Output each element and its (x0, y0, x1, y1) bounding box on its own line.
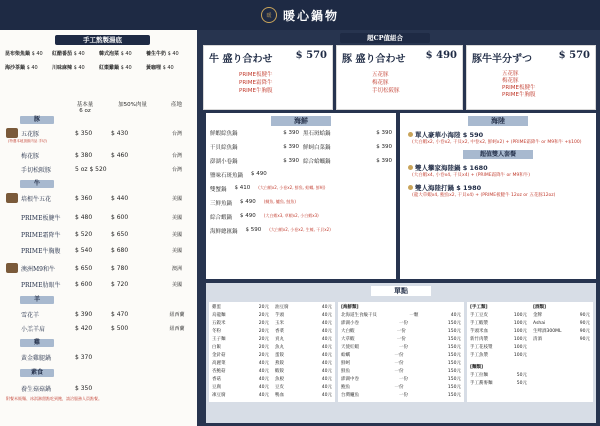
hotpot-double-desc: (龍大草蝦x4, 鮑魚x2, 干貝x4) + (PRIME板腱牛 12oz or 五花豚12oz) (412, 193, 556, 198)
seafood-item: 干貝綜魚鍋 $ 390 (210, 144, 299, 151)
seafood-panel (206, 113, 396, 279)
gold-dot-icon (408, 132, 413, 137)
seafood-wide-item: 海鮮總匯鍋 $ 590 (大白蝦x2, 小卷x2, 生蠔, 干貝x2) (210, 227, 331, 235)
seafood-item: 黑石斑蛤鍋 $ 390 (303, 130, 392, 137)
meat-thumb-icon (6, 263, 18, 273)
combo-section-title: 超CP值組合 (340, 33, 430, 43)
seafood-title: 海鮮 (271, 116, 331, 126)
soup-item: 紅醋番茄 $ 40 (52, 51, 85, 57)
meat-row: 黃金雞腿鍋 $ 370 (21, 353, 93, 362)
base-amount-unit: 6 oz (79, 108, 91, 114)
meat-row: PRIME肋眼牛 $ 600 $ 720 美國 (21, 280, 182, 289)
soup-item: 養生牛奶 $ 40 (146, 51, 179, 57)
meat-column-header (5, 100, 193, 114)
meat-row: PRIME霜降牛 $ 520 $ 650 美國 (21, 230, 182, 239)
meat-row: PRIME牛胸腹 $ 540 $ 680 美國 (21, 246, 182, 255)
soup-item: 韓式泡菜 $ 40 (99, 51, 132, 57)
soup-item: 紅棗雞鍋 $ 40 (99, 65, 132, 71)
soup-section-title: 手工熬製湯底 (55, 35, 150, 45)
meat-row: 培根牛五花 $ 360 $ 440 美國 (21, 194, 182, 203)
gold-dot-icon (408, 185, 413, 190)
hotpot-single-desc: (大白蝦x2, 小卷x2, 干貝x2, 中卷x2, 鮮蚵x2) + (PRIME霜降牛 or M9和牛 +$100) (412, 140, 582, 145)
seafood-item: 綜合蛤蠣鍋 $ 390 (303, 158, 392, 165)
meat-row: 小羔羊肩 $ 420 $ 500 紐西蘭 (21, 324, 185, 333)
pork-note: (特選本地頂級肉品 手切) (8, 139, 47, 143)
gold-dot-icon (408, 165, 413, 170)
meat-row: 雪花羊 $ 390 $ 470 紐西蘭 (21, 310, 185, 319)
chicken-tag: 雞 (20, 339, 54, 347)
lamb-tag: 羊 (20, 296, 54, 304)
brand-name: 暖心鍋物 (282, 8, 339, 23)
combo-box-half: 豚牛半分ずつ $ 570 五花豚 梅花豚 PRIME板腱牛 PRIME牛胸腹 (466, 45, 596, 110)
meat-row: PRIME板腱牛 $ 480 $ 600 美國 (21, 213, 182, 222)
beef-tag: 牛 (20, 180, 54, 188)
meat-thumb-icon (6, 193, 18, 203)
hotpot-title: 海陸 (468, 116, 528, 126)
soup-list (5, 50, 193, 71)
meat-row: 五花豚 $ 350 $ 430 台灣 (21, 129, 182, 138)
combo-box-beef: 牛 盛り合わせ $ 570 PRIME板腱牛 PRIME霜降牛 PRIME牛胸腹 (203, 45, 333, 110)
seafood-wide-item: 三鮮魚鍋 $ 490 (鯛魚, 鱸魚, 鮭魚) (210, 199, 296, 207)
snacks-panel (206, 283, 596, 423)
seafood-wide-item: 雙蟹鍋 $ 410 (大白蝦x2, 小卷x2, 鮮魚, 蛤蠣, 鮮蚵) (210, 185, 326, 193)
hotpot-double: 雙人海陸打鍋 $ 1980 (400, 183, 596, 192)
double-set-title: 超值雙人套餐 (463, 150, 533, 159)
snack-column-handmade: [手工類] 手工豆皮 100元 手工蝦漿 100元 芋頭米血 100元 新竹肉漿 100元 手工花枝漿 100元 手工魚漿 100元 [麵類] 手工拉麵 50元 手工蕎麥麵 50元 [酒類] 金牌 90元 Ashai 90元 生啤酒300ML 90元 清酒 90元 (467, 302, 593, 402)
pork-tag: 豚 (20, 116, 54, 124)
soup-item: 川味麻辣 $ 40 (52, 65, 85, 71)
seafood-wide-item: 綜合蝦鍋 $ 490 (大白蝦x3, 草蝦x2, 小白蝦x3) (210, 213, 319, 221)
logo-badge-icon: 暖 (261, 7, 277, 23)
seafood-item: 鮮蝦綜魚鍋 $ 390 (210, 130, 299, 137)
soup-item: 海沙茶鍋 $ 40 (5, 65, 38, 71)
bottom-note: 附餐米飯麵、冰淇淋甜點吃到飽，請洽服務人員點餐。 (6, 396, 102, 401)
veg-tag: 素食 (20, 369, 54, 377)
meat-thumb-icon (6, 128, 18, 138)
snack-column-seafood: [海鮮類] 北海道生食級干貝 一顆 40元 澎湖小卷 一份 150元 大白蝦 一份 150元 大草蝦 一份 150元 天使紅蝦 一份 150元 蛤蠣 一份 150元 鮮蚵 一份 150元 鮮魚 一份 150元 澎湖中卷 一份 150元 鮑魚 一份 150元 台灣鱸魚 一份 150元 (338, 302, 464, 402)
left-menu-column (0, 30, 197, 426)
origin-label: 產地 (170, 102, 182, 108)
soup-item: 昆布柴魚鍋 $ 40 (5, 51, 43, 57)
base-amount-label: 基本量 (76, 102, 94, 108)
seafood-item: 鮮蚵白菜鍋 $ 390 (303, 144, 392, 151)
hotpot-double: 雙人攀家海陸鍋 $ 1680 (400, 163, 596, 172)
header-bar (0, 0, 600, 30)
seafood-item: 澎湖小卷鍋 $ 390 (210, 158, 299, 165)
meat-row: 養生菇菇鍋 $ 350 (21, 384, 93, 393)
hotpot-double-desc: (大白蝦x4, 小卷x4, 干貝x4) + (PRIME霜降牛 or M9和牛) (412, 173, 531, 178)
snacks-title: 單點 (371, 286, 431, 296)
hotpot-single: 單人豪華小海陸 $ 590 (400, 130, 596, 139)
seafood-wide-item: 鹽味石斑魚鍋 $ 490 (210, 171, 267, 179)
plus-meat-label: 加50%肉量 (118, 102, 147, 108)
soup-item: 黃咖哩 $ 40 (146, 65, 174, 71)
snack-column-basic: 雞蛋 20元 烏龍麵 20元 五穀米 20元 冬粉 20元 王子麵 20元 白飯 20元 金針菇 20元 高麗菜 40元 杏鮑菇 40元 香菇 40元 豆腐 40元 凍豆腐 40元 油豆腐 40元 芋頭 40元 玉米 40元 香菜 40元 貢丸 40元 魚丸 40元 蛋餃 40元 燕餃 40元 蝦餃 40元 魚板 40元 豆皮 40元 鴨血 40元 (209, 302, 335, 402)
meat-row: 澳洲M9和牛 $ 650 $ 780 澳洲 (21, 264, 182, 273)
meat-row: 手切松阪豚 5 oz $ 520 台灣 (21, 165, 182, 174)
meat-row: 梅花豚 $ 380 $ 460 台灣 (21, 151, 182, 160)
hotpot-panel (400, 113, 596, 279)
combo-box-pork: 豚 盛り合わせ $ 490 五花豚 梅花豚 手切松阪豚 (336, 45, 463, 110)
